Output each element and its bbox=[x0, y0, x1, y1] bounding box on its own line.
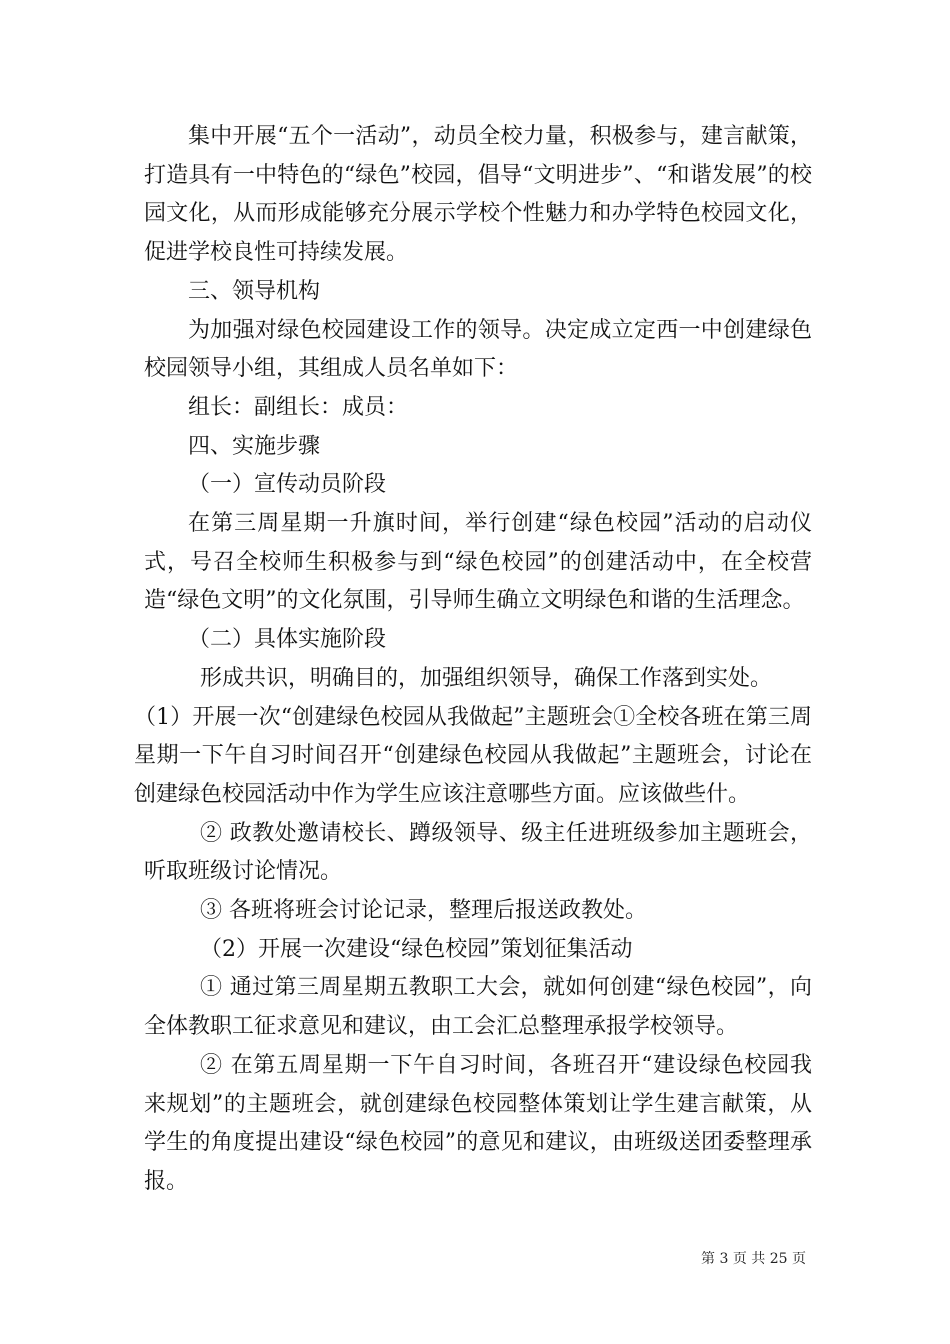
paragraph-intro: 集中开展“五个一活动”，动员全校力量，积极参与，建言献策，打造具有一中特色的“绿色”校园，倡导“文明进步”、“和谐发展”的校园文化，从而形成能够充分展示学校个性魅力和办学特色校园文化，促进学校良性可持续发展。 bbox=[144, 124, 812, 266]
paragraph-item-1-3: ③ 各班将班会讨论记录，整理后报送政教处。 bbox=[200, 898, 647, 924]
heading-leadership: 三、领导机构 bbox=[188, 278, 321, 304]
paragraph-item-2-2: ② 在第五周星期一下午自习时间，各班召开“建设绿色校园我来规划”的主题班会，就创建绿色校园整体策划让学生建言献策，从学生的角度提出建设“绿色校园”的意见和建议，由班级送团委整理承报。 bbox=[144, 1052, 812, 1194]
paragraph-members: 组长：副组长：成员： bbox=[188, 394, 409, 420]
paragraph-stage-1: 在第三周星期一升旗时间，举行创建“绿色校园”活动的启动仪式，号召全校师生积极参与到“绿色校园”的创建活动中，在全校营造“绿色文明”的文化氛围，引导师生确立文明绿色和谐的生活理念。 bbox=[144, 511, 812, 614]
paragraph-consensus: 形成共识，明确目的，加强组织领导，确保工作落到实处。 bbox=[200, 665, 773, 691]
document-body bbox=[134, 118, 812, 1202]
paragraph-leadership: 为加强对绿色校园建设工作的领导。决定成立定西一中创建绿色校园领导小组，其组成人员名单如下： bbox=[144, 317, 812, 382]
paragraph-item-1-2: ② 政教处邀请校长、蹲级领导、级主任进班级参加主题班会，听取班级讨论情况。 bbox=[144, 820, 812, 885]
heading-stage-2: （二）具体实施阶段 bbox=[188, 627, 387, 653]
heading-steps: 四、实施步骤 bbox=[188, 433, 321, 459]
paragraph-item-2-1: ① 通过第三周星期五教职工大会，就如何创建“绿色校园”，向全体教职工征求意见和建议，由工会汇总整理承报学校领导。 bbox=[144, 975, 812, 1040]
page-number: 第 3 页 共 25 页 bbox=[701, 1251, 806, 1267]
paragraph-item-1: （1）开展一次“创建绿色校园从我做起”主题班会①全校各班在第三周星期一下午自习时间召开“创建绿色校园从我做起”主题班会，讨论在创建绿色校园活动中作为学生应该注意哪些方面。应该做些什。 bbox=[134, 704, 812, 807]
heading-stage-1: （一）宣传动员阶段 bbox=[188, 472, 387, 498]
paragraph-item-2: （2）开展一次建设“绿色校园”策划征集活动 bbox=[200, 936, 633, 962]
